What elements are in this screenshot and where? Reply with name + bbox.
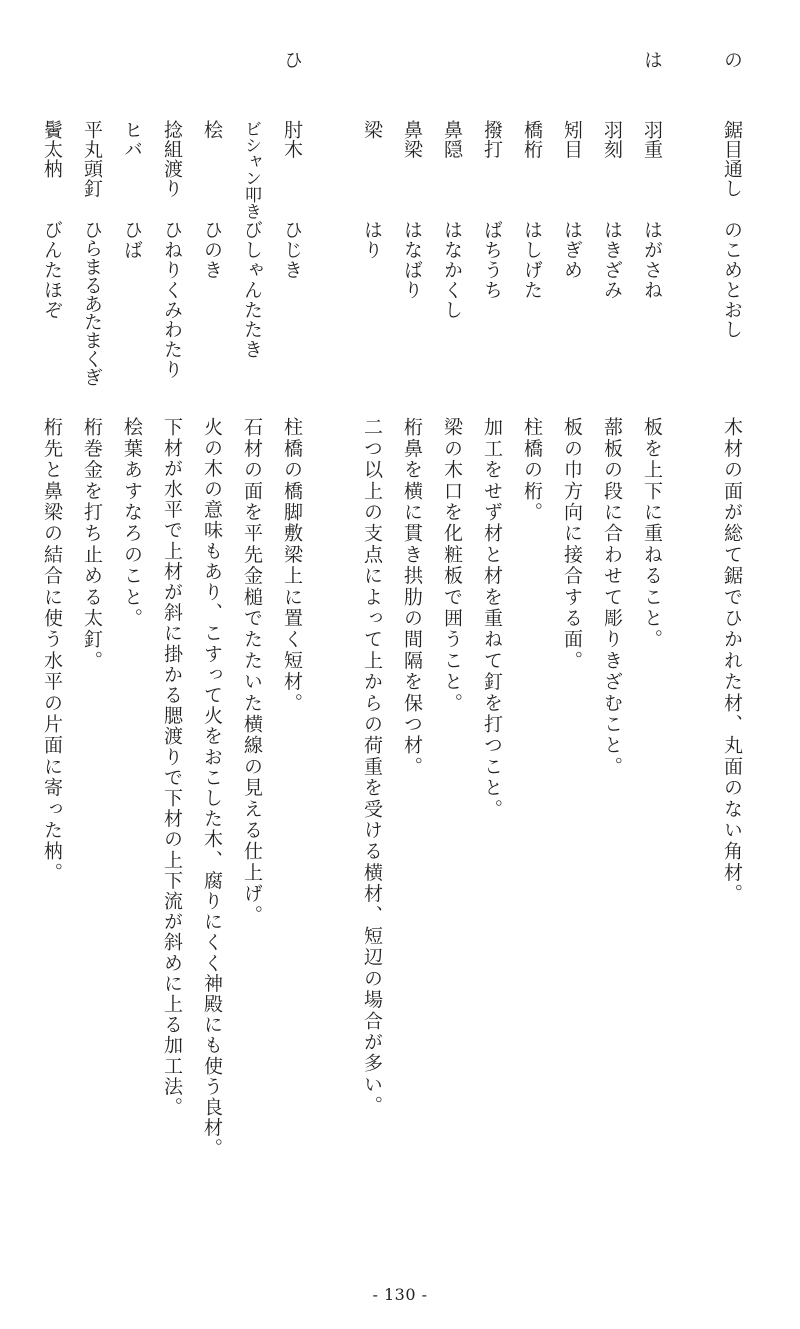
- reading: びしゃんたたき: [241, 220, 263, 360]
- reading: はがさね: [641, 220, 663, 300]
- description: 梁の木口を化粧板で囲うこと。: [441, 417, 463, 714]
- term: 羽重: [641, 120, 663, 159]
- description: 石材の面を平先金槌でたたいた横線の見える仕上げ。: [241, 417, 263, 926]
- reading: のこめとおし: [721, 220, 743, 340]
- term: 矧目: [561, 120, 583, 159]
- term: 鬢太枘: [41, 120, 63, 179]
- reading: はぎめ: [561, 220, 583, 280]
- description: 火の木の意味もあり、こすって火をおこした木、腐りにくく神殿にも使う良材。: [201, 417, 223, 1159]
- term: 撥打: [481, 120, 503, 159]
- description: 下材が水平で上材が斜に掛かる腮渡りで下材の上下流が斜めに上る加工法。: [161, 417, 183, 1118]
- index-kana: の: [721, 50, 743, 70]
- page-number: - 130 -: [372, 1285, 428, 1304]
- description: 柱橋の桁。: [521, 417, 543, 523]
- index-kana: ひ: [281, 50, 303, 70]
- reading: ひば: [121, 220, 143, 260]
- term: ヒバ: [121, 120, 143, 159]
- term: 鼻隠: [441, 120, 463, 159]
- term: 桧: [201, 120, 223, 140]
- reading: はなばり: [401, 220, 423, 300]
- reading: ひのき: [201, 220, 223, 280]
- reading: はなかくし: [441, 220, 463, 320]
- term: 梁: [361, 120, 383, 140]
- reading: ひらまるあたまくぎ: [81, 220, 103, 386]
- term: 捻組渡り: [161, 120, 183, 198]
- term: 鼻梁: [401, 120, 423, 159]
- term: 鋸目通し: [721, 120, 743, 198]
- description: 蔀板の段に合わせて彫りきざむこと。: [601, 417, 623, 778]
- description: 板を上下に重ねること。: [641, 417, 663, 651]
- description: 桁巻金を打ち止める太釘。: [81, 417, 103, 672]
- term: 羽刻: [601, 120, 623, 159]
- term: 平丸頭釘: [81, 120, 103, 198]
- reading: ひねりくみわたり: [161, 220, 183, 380]
- term: ビシャン叩き: [241, 120, 261, 219]
- description: 柱橋の橋脚敷梁上に置く短材。: [281, 417, 303, 714]
- term: 肘木: [281, 120, 303, 159]
- description: 木材の面が総て鋸でひかれた材、丸面のない角材。: [721, 417, 743, 905]
- description: 桁先と鼻梁の結合に使う水平の片面に寄った枘。: [41, 417, 63, 884]
- description: 桁鼻を横に貫き拱肋の間隔を保つ材。: [401, 417, 423, 778]
- description: 桧葉あすなろのこと。: [121, 417, 143, 629]
- term: 橋桁: [521, 120, 543, 159]
- reading: はきざみ: [601, 220, 623, 300]
- description: 二つ以上の支点によって上からの荷重を受ける横材、短辺の場合が多い。: [361, 417, 383, 1117]
- reading: びんたほぞ: [41, 220, 63, 320]
- reading: ひじき: [281, 220, 303, 280]
- description: 板の巾方向に接合する面。: [561, 417, 583, 672]
- reading: はり: [361, 220, 383, 260]
- reading: ばちうち: [481, 220, 503, 300]
- description: 加工をせず材と材を重ねて釘を打つこと。: [481, 417, 503, 820]
- reading: はしげた: [521, 220, 543, 300]
- index-kana: は: [641, 50, 663, 70]
